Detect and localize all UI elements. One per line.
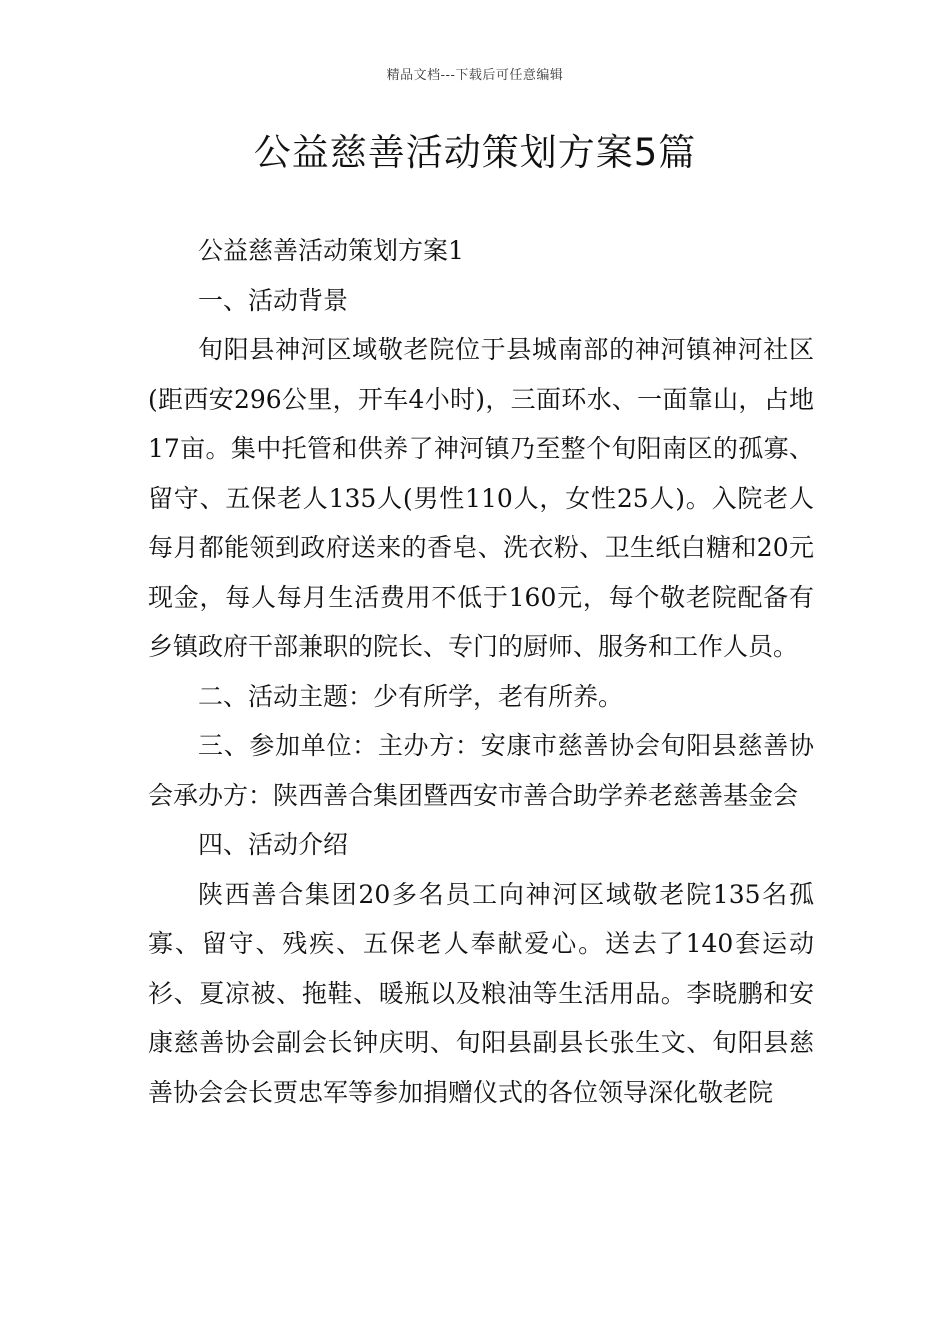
paragraph-introduction: 陕西善合集团20多名员工向神河区域敬老院135名孤寡、留守、残疾、五保老人奉献爱心。送去了140套运动衫、夏凉被、拖鞋、暖瓶以及粮油等生活用品。李晓鹏和安康慈善协会副会长钟庆明、旬阳县副县长张生文、旬阳县慈善协会会长贾忠军等参加捐赠仪式的各位领导深化敬老院 <box>148 879 814 1107</box>
paragraph-background: 旬阳县神河区域敬老院位于县城南部的神河镇神河社区(距西安296公里，开车4小时)，三面环水、一面靠山，占地17亩。集中托管和供养了神河镇乃至整个旬阳南区的孤寡、留守、五保老人135人(男性110人，女性25人)。入院老人每月都能领到政府送来的香皂、洗衣粉、卫生纸白糖和20元现金，每人每月生活费用不低于160元，每个敬老院配备有乡镇政府干部兼职的院长、专门的厨师、服务和工作人员。 <box>148 335 814 661</box>
header-note: 精品文档---下载后可任意编辑 <box>386 68 564 83</box>
section-heading-introduction: 四、活动介绍 <box>198 830 349 859</box>
paragraph-theme: 二、活动主题：少有所学，老有所养。 <box>198 681 624 711</box>
paragraph-participants: 三、参加单位：主办方：安康市慈善协会旬阳县慈善协会承办方：陕西善合集团暨西安市善合助学养老慈善基金会 <box>148 731 814 810</box>
section-heading-plan-1: 公益慈善活动策划方案1 <box>198 236 464 265</box>
section-heading-background: 一、活动背景 <box>198 285 349 315</box>
document-body <box>148 226 814 1117</box>
document-title: 公益慈善活动策划方案5篇 <box>253 131 697 174</box>
